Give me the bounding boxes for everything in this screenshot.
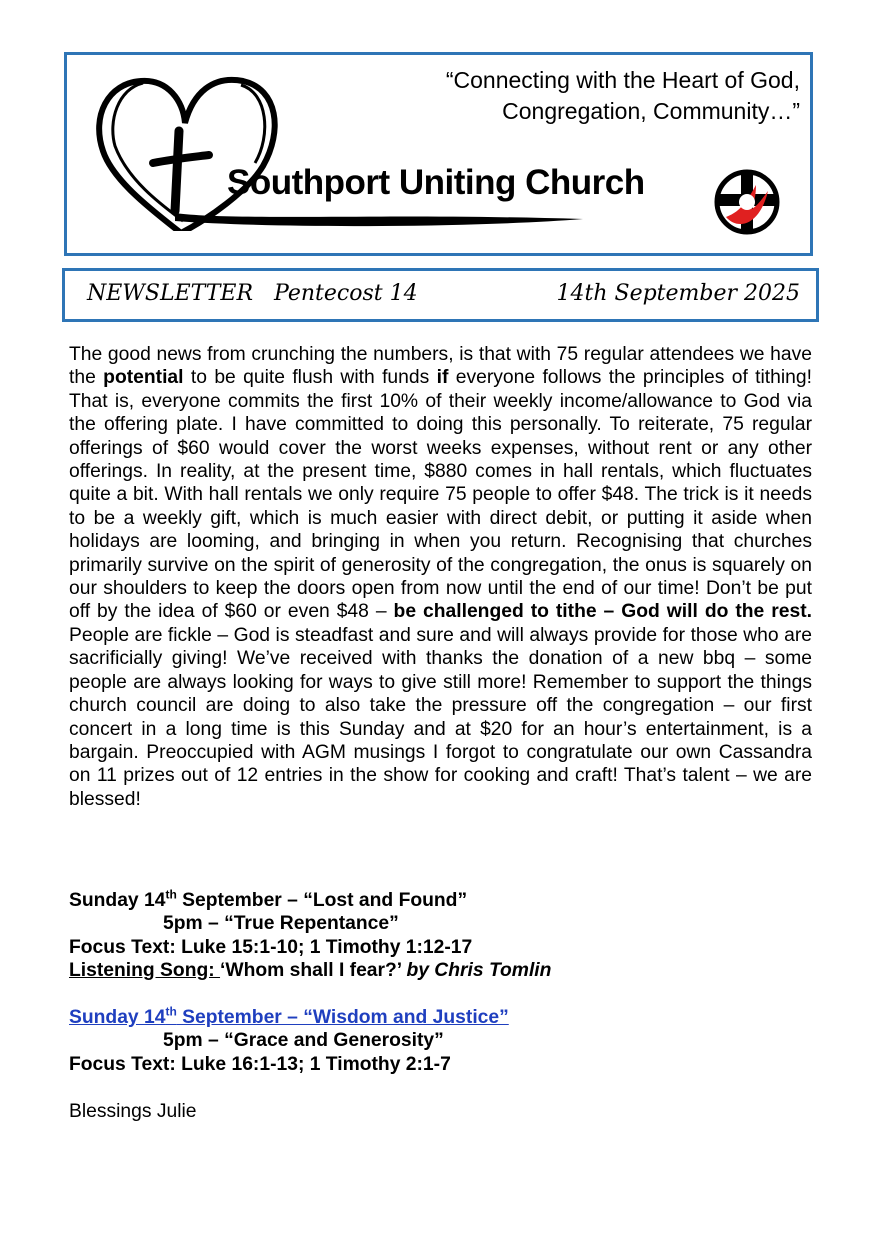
services-section: [69, 889, 829, 1123]
service2-evening: 5pm – “Grace and Generosity”: [163, 1030, 444, 1052]
song-title: ‘Whom shall I fear?’: [220, 960, 407, 982]
body-text-4: People are fickle – God is steadfast and sure and will always provide for those who are sacrificially giving! We’ve received with thanks the donation of a new bbq – some people are always looking for ways to give still more! Remember to support the things church council are doing to also take the pressure off the congregation – our first concert in a long time is this Sunday and at $20 for an hour’s entertainment, is a bargain. Preoccupied with AGM musings I forgot to congratulate our own Cassandra on 11 prizes out of 12 entries in the show for cooking and craft! That’s talent – we are blessed!: [69, 624, 812, 810]
tagline-line-2: Congregation, Community…”: [502, 98, 800, 124]
song-artist: by Chris Tomlin: [406, 960, 552, 982]
service2-day-suffix: th: [165, 1004, 177, 1019]
body-text-1: The good news from crunching the numbers, is that with 75 regular attendees we have the: [69, 344, 812, 389]
body-paragraph: [69, 343, 812, 811]
service1-day-suffix: th: [165, 887, 177, 902]
uniting-church-logo-icon: [712, 155, 782, 249]
heart-cross-icon: [83, 71, 593, 231]
church-name: Southport Uniting Church: [227, 163, 645, 202]
service2-theme: September – “Wisdom and Justice”: [176, 1007, 509, 1029]
newsletter-season: Pentecost 14: [274, 281, 418, 306]
service1-theme: September – “Lost and Found”: [176, 890, 468, 911]
service2-day: Sunday 14: [69, 1007, 166, 1029]
service1-focus: Focus Text: Luke 15:1-10; 1 Timothy 1:12-17: [69, 936, 473, 958]
newsletter-date: 14th September 2025: [556, 281, 800, 306]
body-bold-if: if: [436, 367, 449, 389]
service1-heading: [69, 889, 829, 912]
service1-evening: 5pm – “True Repentance”: [163, 913, 399, 935]
service2-heading-link[interactable]: [69, 1006, 829, 1029]
service1-song: [69, 959, 829, 982]
body-text-3: everyone follows the principles of tithing! That is, everyone commits the first 10% of their weekly income/allowance to God via the offering plate. I have committed to doing this personally. To reiterate, 75 regular offerings of $60 would cover the worst weeks expenses, without rent or any other offerings. In reality, at the present time, $880 comes in hall rentals, which fluctuates quite a bit. With hall rentals we only require 75 people to offer $48. The trick is it needs to be a weekly gift, which is much easier with direct debit, or putting it aside when holidays are looming, and bringing in when you return. Recognising that churches primarily survive on the spirit of generosity of the congregation, the onus is squarely on our shoulders to keep the doors open from now until the end of our time! Don’t be put off by the idea of $60 or even $48 –: [69, 367, 812, 623]
body-text-2: to be quite flush with funds: [183, 367, 437, 389]
tagline-line-1: “Connecting with the Heart of God,: [445, 67, 800, 93]
service1-day: Sunday 14: [69, 890, 166, 911]
service2-focus: Focus Text: Luke 16:1-13; 1 Timothy 2:1-7: [69, 1053, 451, 1075]
newsletter-title: [87, 281, 418, 306]
body-bold-challenge: be challenged to tithe – God will do the rest.: [393, 601, 812, 623]
song-label: Listening Song:: [69, 960, 221, 982]
newsletter-label: NEWSLETTER: [87, 281, 254, 306]
closing-signature: Blessings Julie: [69, 1100, 197, 1122]
newsletter-bar: [62, 268, 819, 322]
header-box: [64, 52, 813, 256]
body-bold-potential: potential: [103, 367, 184, 389]
